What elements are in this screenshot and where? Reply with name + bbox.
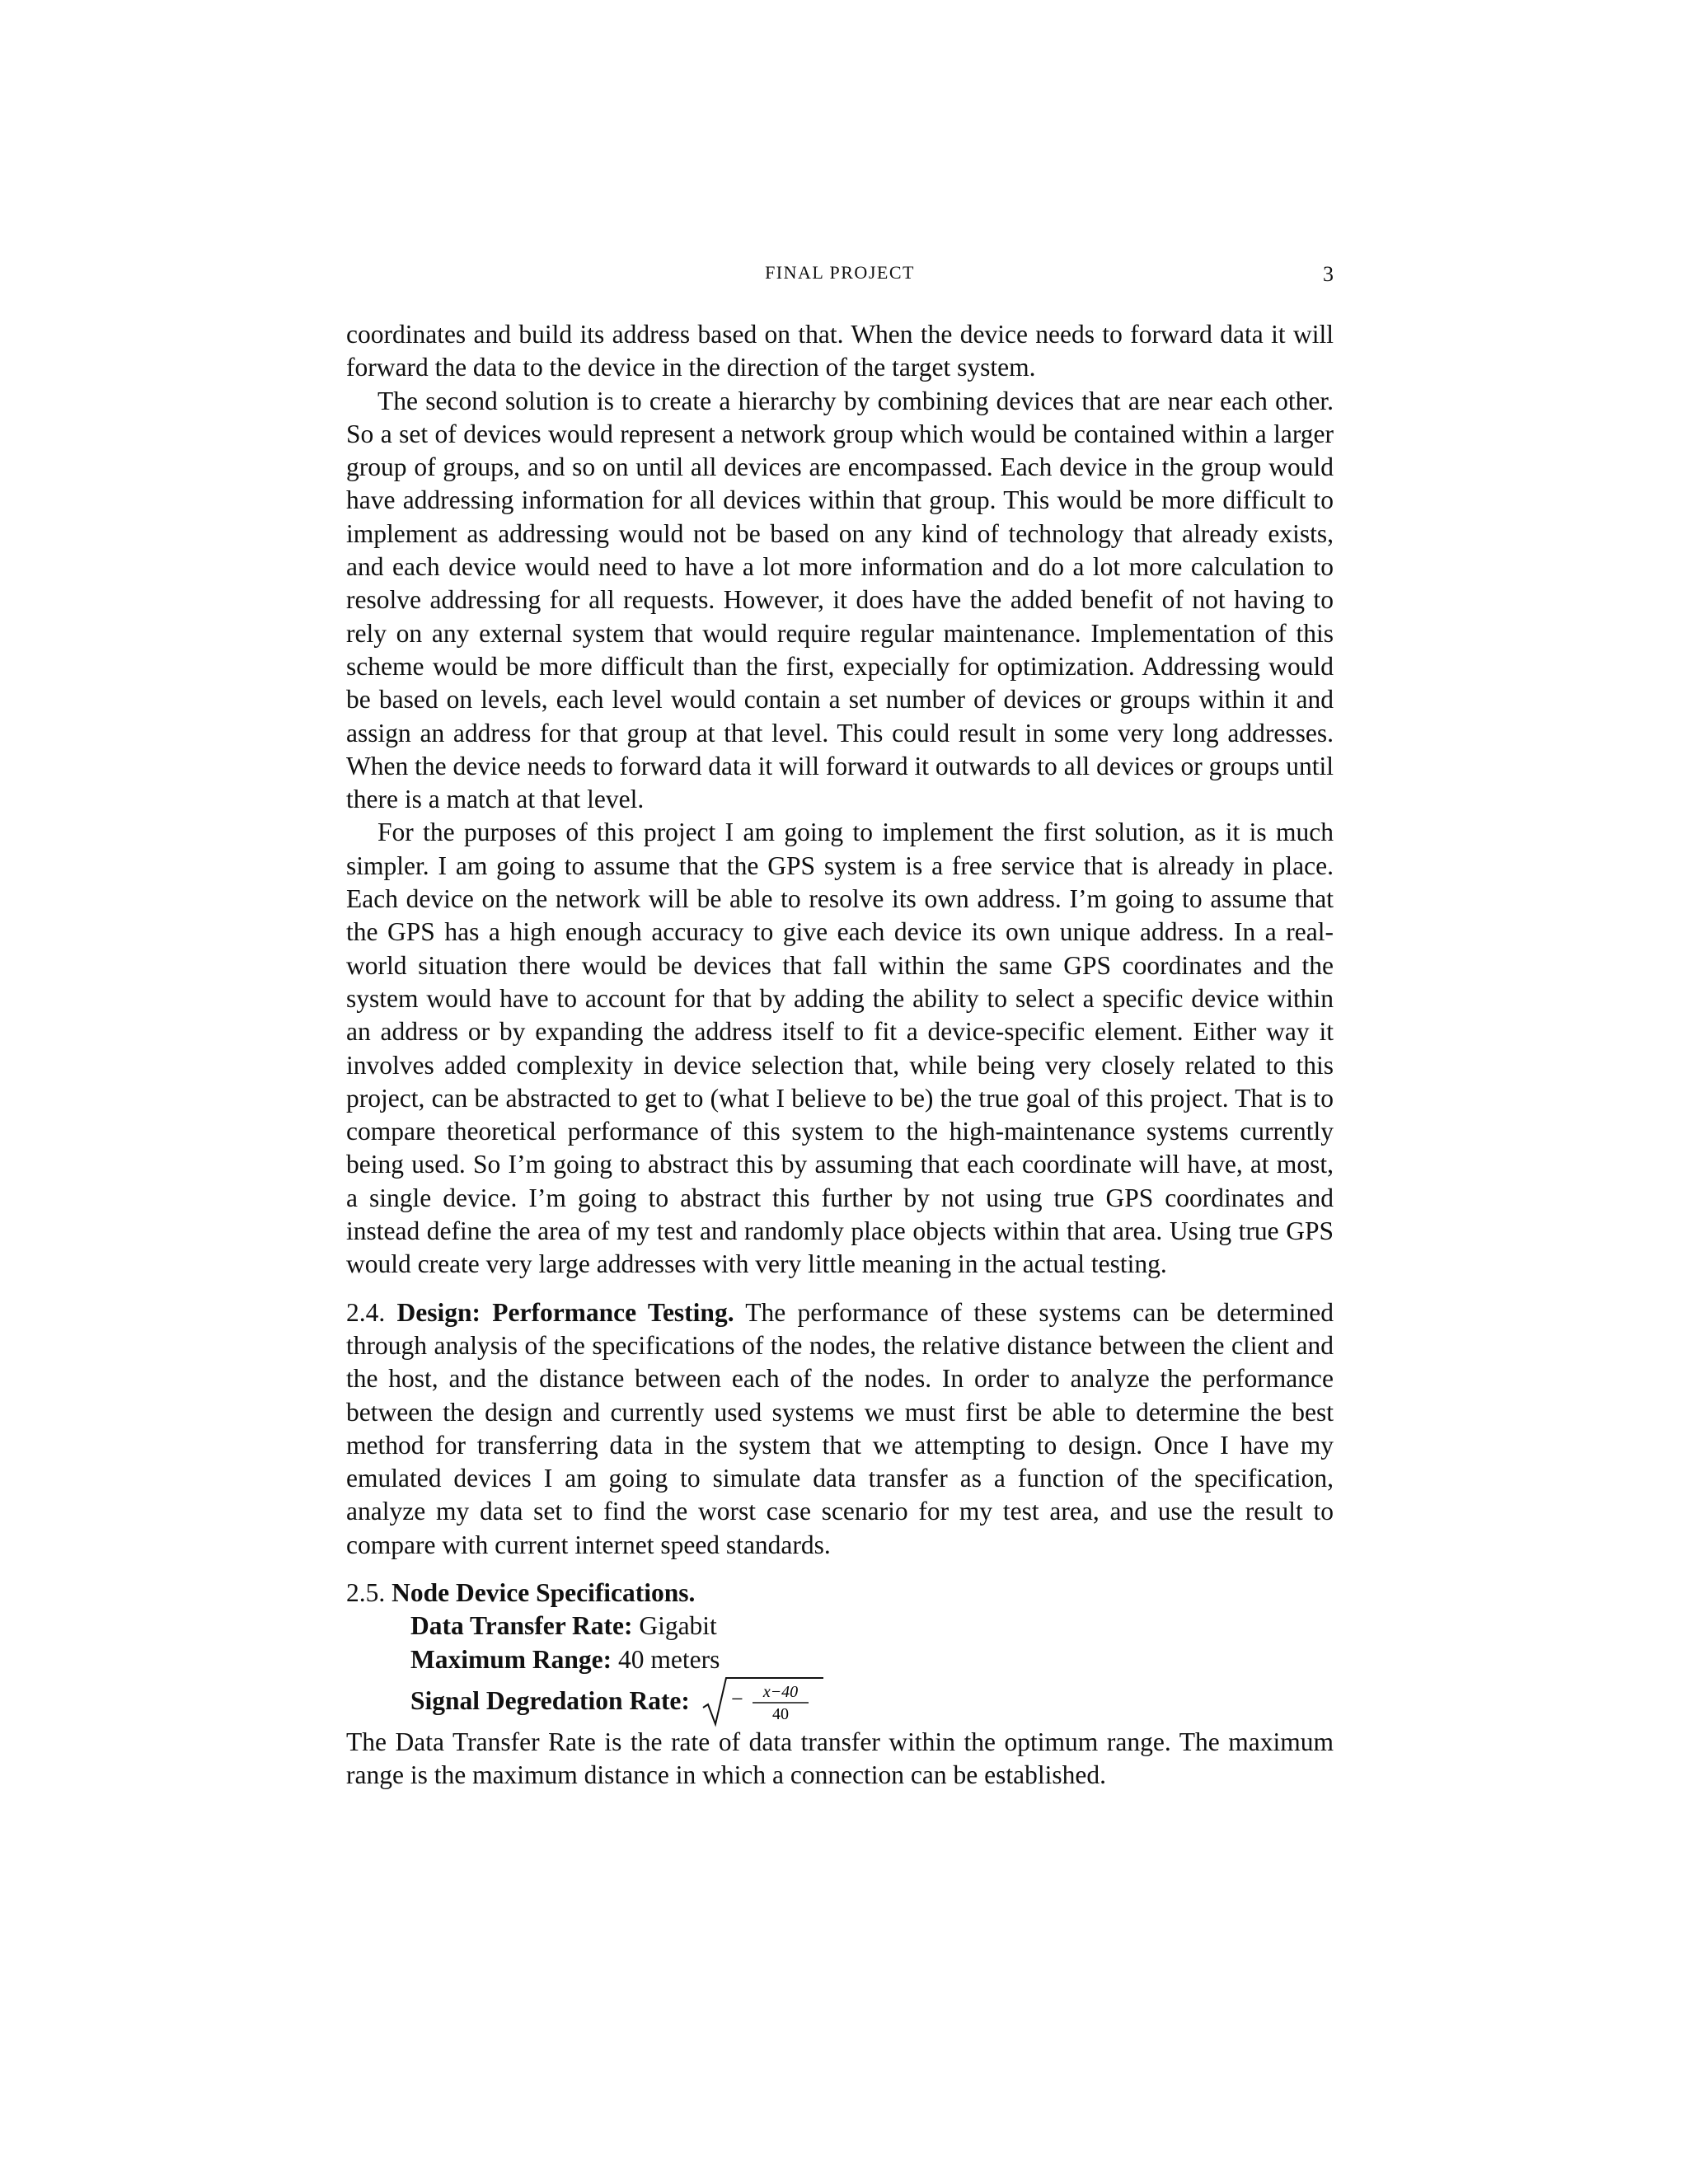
formula-sign: −: [730, 1686, 743, 1711]
body-text: [346, 318, 1334, 1792]
spec-label: Maximum Range:: [410, 1644, 612, 1674]
spec-value: 40 meters: [617, 1644, 720, 1674]
running-head: FINAL PROJECT: [765, 262, 915, 283]
section-2-4: [346, 1296, 1334, 1562]
spec-label: Data Transfer Rate:: [410, 1611, 633, 1641]
closing-paragraph: The Data Transfer Rate is the rate of data transfer within the optimum range. The maximum range is the maximum distance in which a connection can be established.: [346, 1727, 1334, 1790]
spec-list: [410, 1610, 1334, 1726]
spec-data-transfer-rate: [410, 1610, 1334, 1643]
spec-value: Gigabit: [639, 1611, 717, 1641]
formula-denominator: 40: [771, 1704, 789, 1723]
paragraph-2: The second solution is to create a hierarchy by combining devices that are near each other. So a set of devices would represent a network group which would be contained within a larger group of groups, and so on until all devices are encompassed. Each device in the group would have addressing information for all devices within that group. This would be more difficult to implement as addressing would not be based on any kind of technology that already exists, and each device would need to have a lot more information and do a lot more calculation to resolve addressing for all requests. However, it does have the added benefit of not having to rely on any external system that would require regular maintenance. Implementation of this scheme would be more difficult than the first, expecially for optimization. Addressing would be based on levels, each level would contain a set number of devices or groups within it and assign an address for that group at that level. This could result in some very long addresses. When the device needs to forward data it will forward it outwards to all devices or groups until there is a match at that level.: [346, 386, 1334, 814]
sqrt-formula-graphic: [701, 1675, 825, 1727]
section-2-4-title: Design: Performance Testing.: [396, 1297, 734, 1327]
section-2-5-heading: [346, 1577, 1334, 1610]
spec-maximum-range: [410, 1643, 1334, 1676]
formula-numerator: x−40: [762, 1682, 799, 1701]
spec-signal-degredation-rate: [410, 1676, 1334, 1726]
spec-label: Signal Degredation Rate:: [410, 1685, 690, 1715]
paragraph-1: coordinates and build its address based on that. When the device needs to forward data it will forward the data to the device in the direction of the target system.: [346, 320, 1334, 382]
page-header: [346, 262, 1334, 290]
signal-degredation-formula: [701, 1675, 825, 1727]
paragraph-3: For the purposes of this project I am going to implement the first solution, as it is much simpler. I am going to assume that the GPS system is a free service that is already in place. Each device on the network will be able to resolve its own address. I’m going to assume that the GPS has a high enough accuracy to give each device its own unique address. In a real-world situation there would be devices that fall within the same GPS coordinates and the system would have to account for that by adding the ability to select a specific device within an address or by expanding the address itself to fit a device-specific element. Either way it involves added complexity in device selection that, while being very closely related to this project, can be abstracted to get to (what I believe to be) the true goal of this project. That is to compare theoretical performance of this system to the high-maintenance systems currently being used. So I’m going to abstract this by assuming that each coordinate will have, at most, a single device. I’m going to abstract this further by not using true GPS coordinates and instead define the area of my test and randomly place objects within that area. Using true GPS would create very large addresses with very little meaning in the actual testing.: [346, 818, 1334, 1279]
section-2-5-number: 2.5.: [346, 1577, 386, 1607]
section-2-5: [346, 1577, 1334, 1792]
section-2-4-text: The performance of these systems can be determined through analysis of the specifications of the nodes, the relative distance between the client and the host, and the distance between each of the nodes. In order to analyze the performance between the design and currently used systems we must first be able to determine the best method for transferring data in the system that we attempting to design. Once I have my emulated devices I am going to simulate data transfer as a function of the specification, analyze my data set to find the worst case scenario for my test area, and use the result to compare with current internet speed standards.: [346, 1297, 1334, 1559]
section-2-4-number: 2.4.: [346, 1297, 386, 1327]
section-2-5-title: Node Device Specifications.: [392, 1577, 696, 1607]
page-number: 3: [1323, 262, 1334, 286]
